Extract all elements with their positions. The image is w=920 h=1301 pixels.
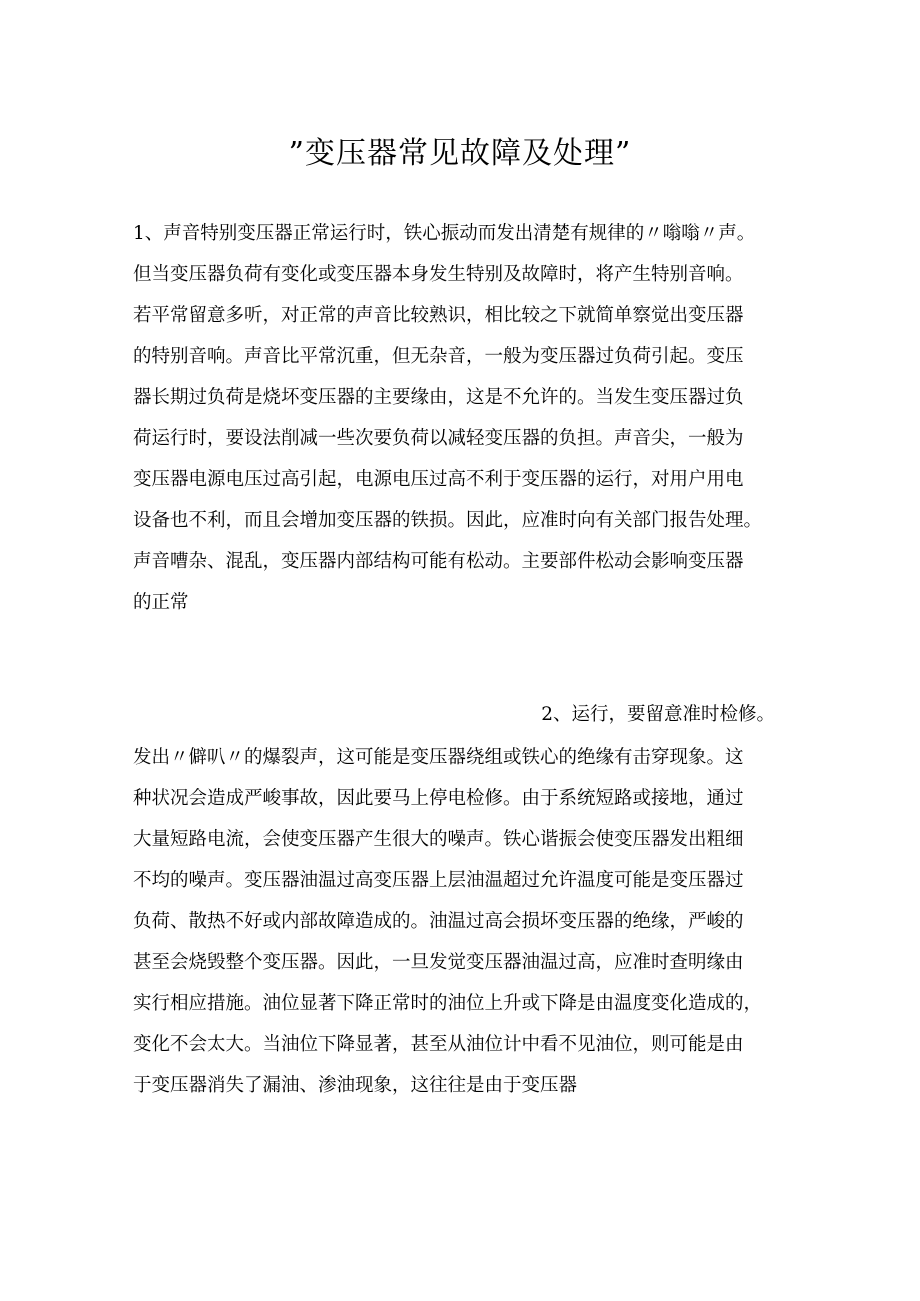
- text-line: 实行相应措施。油位显著下降正常时的油位上升或下降是由温度变化造成的，: [133, 993, 763, 1014]
- text-line: 于变压器消失了漏油、渗油现象，这往往是由于变压器: [133, 1075, 578, 1096]
- text-line: 的特别音响。声音比平常沉重，但无杂音，一般为变压器过负荷引起。变压: [133, 346, 744, 367]
- text-line: 的正常: [133, 592, 189, 613]
- text-line: 负荷、散热不好或内部故障造成的。油温过高会损坏变压器的绝缘，严峻的: [133, 911, 744, 932]
- text-line: 不均的噪声。变压器油温过高变压器上层油温超过允许温度可能是变压器过: [133, 870, 744, 891]
- text-line: 设备也不利，而且会增加变压器的铁损。因此，应准时向有关部门报告处理。: [133, 510, 763, 531]
- section-2-heading: 2、运行，要留意准时检修。: [541, 704, 775, 725]
- text-line: 变压器电源电压过高引起，电源电压过高不利于变压器的运行，对用户用电: [133, 469, 744, 490]
- text-line: 发出〃僻叭〃的爆裂声，这可能是变压器绕组或铁心的绝缘有击穿现象。这: [133, 747, 744, 768]
- text-line: 荷运行时，要设法削减一些次要负荷以减轻变压器的负担。声音尖，一般为: [133, 428, 744, 449]
- text-line: 但当变压器负荷有变化或变压器本身发生特别及故障时，将产生特别音响。: [133, 264, 744, 285]
- text-line: 变化不会太大。当油位下降显著，甚至从油位计中看不见油位，则可能是由: [133, 1034, 744, 1055]
- text-line: 大量短路电流，会使变压器产生很大的噪声。铁心谐振会使变压器发出粗细: [133, 829, 744, 850]
- text-line: 种状况会造成严峻事故，因此要马上停电检修。由于系统短路或接地，通过: [133, 788, 744, 809]
- text-line: 1、声音特别变压器正常运行时，铁心振动而发出清楚有规律的〃嗡嗡〃声。: [133, 223, 756, 244]
- section-2-text: [133, 737, 803, 1106]
- text-line: 若平常留意多听，对正常的声音比较熟识，相比较之下就简单察觉出变压器: [133, 305, 744, 326]
- section-1-text: [133, 213, 803, 623]
- text-line: 器长期过负荷是烧坏变压器的主要缘由，这是不允许的。当发生变压器过负: [133, 387, 744, 408]
- text-line: 声音嘈杂、混乱，变压器内部结构可能有松动。主要部件松动会影响变压器: [133, 551, 744, 572]
- text-line: 甚至会烧毁整个变压器。因此，一旦发觉变压器油温过高，应准时查明缘由: [133, 952, 744, 973]
- document-title: ”变压器常见故障及处理”: [288, 136, 632, 171]
